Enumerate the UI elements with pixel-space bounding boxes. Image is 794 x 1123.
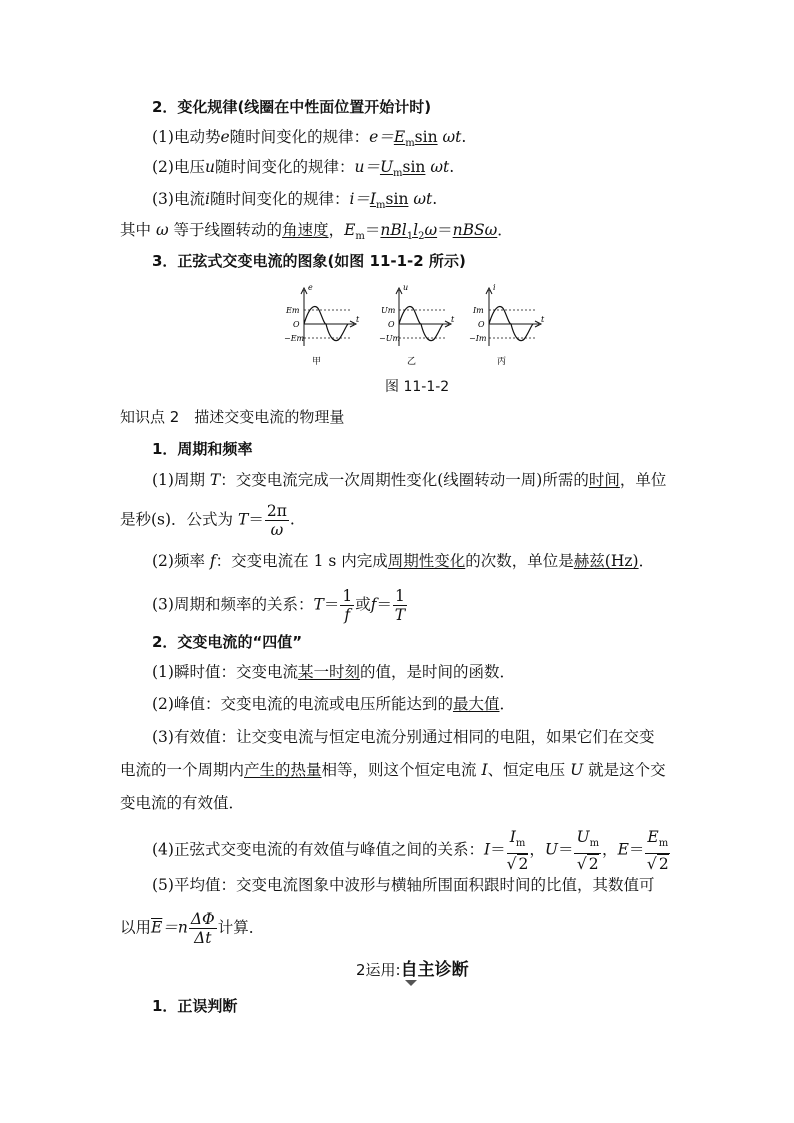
tick-top: Um bbox=[381, 306, 396, 315]
denominator: Δt bbox=[194, 929, 212, 947]
tick-bottom: −Im bbox=[469, 334, 487, 343]
eq: ＝ bbox=[437, 221, 453, 239]
graph-label: 丙 bbox=[497, 357, 507, 367]
omega-t: ωt bbox=[413, 190, 433, 208]
period: . bbox=[289, 510, 295, 529]
knowledge-point-title: 知识点 2 描述交变电流的物理量 bbox=[120, 408, 345, 426]
text: ． bbox=[499, 695, 515, 713]
graph-jia bbox=[284, 284, 360, 367]
period-definition bbox=[152, 469, 666, 491]
subscript: m bbox=[405, 138, 415, 149]
text: (1)周期 bbox=[152, 471, 205, 489]
banner-title: 自主诊断 bbox=[400, 960, 469, 980]
text: 的次数，单位是 bbox=[465, 552, 574, 570]
underlined-answer bbox=[369, 190, 409, 211]
subscript: m bbox=[393, 168, 403, 179]
sym: E bbox=[647, 828, 659, 846]
axis-label: e bbox=[308, 284, 313, 292]
axis-label: u bbox=[403, 284, 409, 292]
numerator bbox=[574, 828, 601, 854]
graph-yi bbox=[379, 284, 455, 367]
underlined-answer: 某一时刻 bbox=[297, 663, 360, 681]
period-frequency-relation bbox=[152, 587, 408, 624]
underlined-answer: 周期性变化 bbox=[387, 552, 466, 570]
underlined-answer bbox=[379, 158, 426, 179]
axis-label: i bbox=[493, 284, 496, 292]
radicand: 2 bbox=[518, 855, 529, 873]
formula-lhs: e＝ bbox=[369, 128, 394, 146]
sym: I bbox=[509, 828, 516, 846]
subscript: 1 bbox=[406, 231, 414, 242]
sine-graphs-figure bbox=[284, 284, 554, 374]
tick-top: Im bbox=[473, 306, 484, 315]
t-label: t bbox=[356, 315, 360, 324]
tick-origin: O bbox=[388, 320, 395, 329]
denominator: √ 2 bbox=[576, 855, 599, 873]
graph-bing bbox=[469, 284, 545, 367]
effective-peak-relation bbox=[152, 828, 671, 873]
text: 以用 bbox=[120, 918, 152, 937]
text: 是秒(s)．公式为 bbox=[120, 510, 234, 529]
numerator: 2π bbox=[266, 502, 287, 520]
heading-true-false: 1．正误判断 bbox=[152, 997, 238, 1015]
numerator: ΔΦ bbox=[190, 910, 215, 928]
sym: nBl bbox=[380, 221, 407, 239]
fraction bbox=[393, 587, 407, 624]
effective-value-line2 bbox=[120, 759, 666, 781]
formula-lhs: i＝ bbox=[349, 190, 370, 208]
figure-caption: 图 11-1-2 bbox=[385, 379, 450, 395]
omega-t: ωt bbox=[442, 128, 462, 146]
sym: f bbox=[370, 595, 377, 614]
heading-period-frequency: 1．周期和频率 bbox=[152, 440, 253, 458]
radicand: 2 bbox=[588, 855, 599, 873]
sym: U bbox=[544, 840, 558, 859]
comma: ， bbox=[328, 221, 345, 239]
effective-value-line3: 变电流的有效值． bbox=[120, 794, 245, 812]
tick-origin: O bbox=[478, 320, 485, 329]
text: 随时间变化的规律： bbox=[214, 158, 355, 176]
comma: ， bbox=[529, 840, 545, 859]
sym: E bbox=[393, 128, 406, 146]
eq: ＝ bbox=[364, 221, 381, 239]
eq: ＝ bbox=[323, 595, 340, 614]
sin: sin bbox=[385, 190, 409, 208]
t-label: t bbox=[451, 315, 455, 324]
omega: ω bbox=[155, 221, 169, 239]
denominator: √ 2 bbox=[506, 855, 529, 873]
numerator bbox=[507, 828, 529, 854]
underlined-answer: 角速度 bbox=[282, 221, 329, 239]
sym: I bbox=[369, 190, 377, 208]
t-label: t bbox=[541, 315, 545, 324]
fraction bbox=[189, 910, 217, 947]
period-formula-line bbox=[120, 502, 295, 539]
fraction bbox=[574, 828, 601, 873]
sym-avg: $\overline{E}$ bbox=[151, 918, 163, 937]
graph-label: 甲 bbox=[312, 357, 322, 367]
underlined-answer: 时间 bbox=[588, 471, 620, 489]
eq: ＝ bbox=[490, 840, 506, 859]
banner-number: 2运用: bbox=[356, 961, 401, 979]
text: (3)周期和频率的关系： bbox=[152, 595, 314, 614]
subscript: 2 bbox=[418, 231, 425, 242]
sym: I bbox=[483, 840, 491, 859]
tick-bottom: −Em bbox=[284, 334, 305, 343]
text: 相等，则这个恒定电流 bbox=[321, 761, 477, 779]
sym: T bbox=[209, 471, 221, 489]
underlined-answer bbox=[380, 221, 438, 242]
text: 随时间变化的规律： bbox=[209, 190, 350, 208]
subscript: m bbox=[589, 838, 600, 849]
numerator: 1 bbox=[342, 587, 353, 605]
eq: ＝ bbox=[248, 510, 264, 529]
fraction bbox=[265, 502, 289, 539]
voltage-law-line: (2)电压u随时间变化的规律：$u=U_m\sin$ ωt. bbox=[152, 158, 455, 179]
eq: ＝ bbox=[628, 840, 645, 859]
text: (4)正弦式交变电流的有效值与峰值之间的关系： bbox=[152, 840, 484, 859]
effective-value-line1: (3)有效值：让交变电流与恒定电流分别通过相同的电阻，如果它们在交变 bbox=[152, 728, 655, 746]
average-value-line1: (5)平均值：交变电流图象中波形与横轴所围面积跟时间的比值，其数值可 bbox=[152, 876, 655, 894]
text: 等于线圈转动的 bbox=[173, 221, 283, 239]
sin: sin bbox=[414, 128, 438, 146]
tick-origin: O bbox=[293, 320, 300, 329]
text: 、恒定电压 bbox=[487, 761, 566, 779]
numerator bbox=[645, 828, 670, 854]
subscript: m bbox=[515, 838, 526, 849]
sym: U bbox=[379, 158, 394, 176]
triangle-down-icon bbox=[405, 980, 417, 986]
text: 其中 bbox=[120, 221, 152, 239]
sym: E bbox=[344, 221, 356, 239]
subscript: m bbox=[658, 838, 669, 849]
average-value-line2 bbox=[120, 910, 264, 947]
sym: T bbox=[238, 510, 249, 529]
text: 就是这个交 bbox=[588, 761, 666, 779]
fraction bbox=[340, 587, 354, 624]
underlined-answer: 产生的热量 bbox=[244, 761, 322, 779]
sym: E bbox=[617, 840, 629, 859]
emf-law-line: (1)电动势e随时间变化的规律：$e=E_m\sin$ ωt. bbox=[152, 128, 467, 149]
subscript: m bbox=[376, 200, 386, 211]
numerator: 1 bbox=[394, 587, 405, 605]
text: (1)瞬时值：交变电流 bbox=[152, 663, 298, 681]
text: 或 bbox=[355, 595, 371, 614]
sin: sin bbox=[402, 158, 426, 176]
tick-top: Em bbox=[286, 306, 300, 315]
text: (3)电流 bbox=[152, 190, 205, 208]
sym: ω bbox=[424, 221, 438, 239]
sym: U bbox=[570, 761, 584, 779]
text: ：交变电流完成一次周期性变化(线圈转动一周)所需的 bbox=[220, 471, 589, 489]
period: ． bbox=[638, 552, 655, 570]
underlined-answer: nBSω bbox=[452, 221, 498, 239]
text: ，单位 bbox=[619, 471, 667, 489]
denominator: T bbox=[394, 606, 406, 624]
eq: ＝ bbox=[376, 595, 392, 614]
denominator: ω bbox=[270, 521, 284, 539]
text: 计算． bbox=[217, 918, 265, 937]
denominator: f bbox=[344, 606, 351, 624]
text: 电流的一个周期内 bbox=[120, 761, 245, 779]
peak-value bbox=[152, 693, 515, 715]
omega-t: ωt bbox=[430, 158, 450, 176]
text: ：交变电流在 1 s 内完成 bbox=[215, 552, 388, 570]
instantaneous-value bbox=[152, 661, 515, 683]
sym: T bbox=[313, 595, 324, 614]
radicand: 2 bbox=[658, 855, 669, 873]
text: (2)电压 bbox=[152, 158, 205, 176]
sym: l bbox=[413, 221, 419, 239]
graph-label: 乙 bbox=[407, 357, 417, 367]
sym: f bbox=[209, 552, 216, 570]
var: i bbox=[204, 190, 210, 208]
text: (2)频率 bbox=[152, 552, 205, 570]
text: (1)电动势 bbox=[152, 128, 221, 146]
text: (2)峰值：交变电流的电流或电压所能达到的 bbox=[152, 695, 453, 713]
current-law-line: (3)电流i随时间变化的规律：$i=I_m\sin$ ωt. bbox=[152, 190, 438, 211]
section-banner bbox=[356, 955, 469, 980]
fraction bbox=[645, 828, 670, 873]
subscript: m bbox=[355, 231, 365, 242]
tick-bottom: −Um bbox=[379, 334, 401, 343]
section-title-variation-law: 2．变化规律(线圈在中性面位置开始计时) bbox=[152, 98, 432, 116]
sym: I bbox=[481, 761, 488, 779]
sym: U bbox=[576, 828, 590, 846]
eq: ＝ bbox=[557, 840, 574, 859]
frequency-definition bbox=[152, 550, 654, 572]
fraction bbox=[507, 828, 529, 873]
heading-four-values: 2．交变电流的“四值” bbox=[152, 633, 303, 651]
underlined-answer: 赫兹(Hz) bbox=[573, 552, 639, 570]
underlined-answer: 最大值 bbox=[452, 695, 500, 713]
formula-lhs: u＝ bbox=[354, 158, 380, 176]
text: 的值，是时间的函数． bbox=[359, 663, 515, 681]
text: 随时间变化的规律： bbox=[229, 128, 370, 146]
eq: ＝n bbox=[162, 918, 188, 937]
underlined-answer bbox=[393, 128, 438, 149]
period: ． bbox=[497, 221, 513, 239]
denominator: √ 2 bbox=[646, 855, 669, 873]
omega-definition-line bbox=[120, 219, 513, 248]
comma: ， bbox=[602, 840, 618, 859]
var: e bbox=[220, 128, 230, 146]
section-title-sine-graph: 3．正弦式交变电流的图象(如图 11-1-2 所示) bbox=[152, 252, 466, 270]
var: u bbox=[204, 158, 215, 176]
